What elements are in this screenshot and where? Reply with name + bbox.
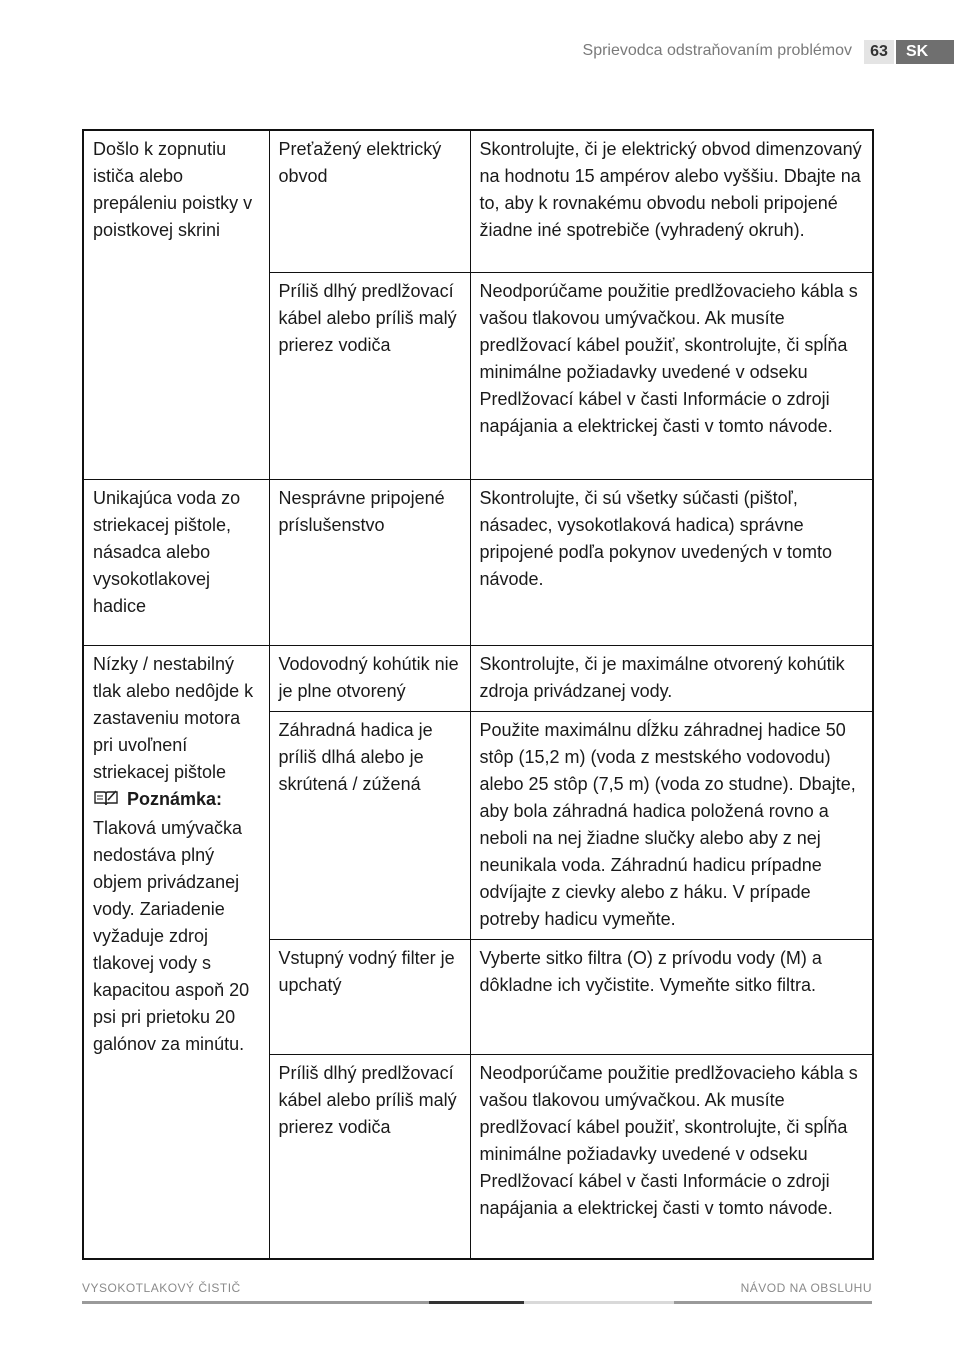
solution-cell: [470, 272, 873, 479]
problem-text: Nízky / nestabilný tlak alebo nedôjde k zastaveniu motora pri uvoľnení striekacej pištole: [93, 653, 254, 782]
footer-bar-segment: [429, 1301, 524, 1304]
cause-cell: [269, 1054, 470, 1259]
cause-text: Záhradná hadica je príliš dlhá alebo je skrútená / zúžená: [278, 719, 433, 794]
problem-cell: [83, 479, 269, 645]
note-book-icon: [93, 788, 119, 815]
problem-text: Došlo k zopnutiu ističa alebo prepáleniu poistky v poistkovej skrini: [93, 139, 253, 240]
troubleshooting-table: [82, 129, 874, 1260]
solution-cell: [470, 711, 873, 939]
table-row: [83, 645, 873, 711]
footer-bar-segment: [82, 1301, 429, 1304]
solution-text: Skontrolujte, či je maximálne otvorený kohútik zdroja privádzanej vody.: [479, 653, 845, 701]
solution-cell: [470, 645, 873, 711]
solution-text: Skontrolujte, či je elektrický obvod dimenzovaný na hodnotu 15 ampérov alebo vyššiu. Dbajte na to, aby k rovnakému obvodu neboli pripojené žiadne iné spotrebiče (vyhradený okruh).: [479, 139, 862, 240]
note-heading: [93, 789, 222, 809]
footer-manual-name: NÁVOD NA OBSLUHU: [740, 1281, 872, 1295]
solution-text: Vyberte sitko filtra (O) z prívodu vody (M) a dôkladne ich vyčistite. Vymeňte sitko filtra.: [479, 947, 822, 995]
header-title: Sprievodca odstraňovaním problémov: [582, 42, 852, 59]
problem-cell: [83, 130, 269, 479]
solution-text: Neodporúčame použitie predlžovacieho kábla s vašou tlakovou umývačkou. Ak musíte predlžovací kábel použiť, skontrolujte, či spĺňa minimálne požiadavky uvedené v odseku Predlžovací kábel v časti Informácie o zdroji napájania a elektrickej časti v tomto návode.: [479, 280, 858, 436]
solution-text: Neodporúčame použitie predlžovacieho kábla s vašou tlakovou umývačkou. Ak musíte predlžovací kábel použiť, skontrolujte, či spĺňa minimálne požiadavky uvedené v odseku Predlžovací kábel v časti Informácie o zdroji napájania a elektrickej časti v tomto návode.: [479, 1062, 858, 1218]
problem-text: Unikajúca voda zo striekacej pištole, násadca alebo vysokotlakovej hadice: [93, 487, 241, 616]
cause-cell: [269, 645, 470, 711]
cause-text: Príliš dlhý predlžovací kábel alebo príliš malý prierez vodiča: [278, 1062, 457, 1137]
note-text: Tlaková umývačka nedostáva plný objem privádzanej vody. Zariadenie vyžaduje zdroj tlakovej vody s kapacitou aspoň 20 psi pri prietoku 20 galónov za minútu.: [93, 817, 250, 1054]
solution-cell: [470, 939, 873, 1054]
cause-cell: [269, 479, 470, 645]
cause-text: Vstupný vodný filter je upchatý: [278, 947, 455, 995]
cause-cell: [269, 711, 470, 939]
cause-text: Nesprávne pripojené príslušenstvo: [278, 487, 445, 535]
note-label: Poznámka:: [127, 788, 223, 809]
solution-cell: [470, 479, 873, 645]
table-row: [83, 130, 873, 272]
solution-cell: [470, 1054, 873, 1259]
cause-text: Príliš dlhý predlžovací kábel alebo príliš malý prierez vodiča: [278, 280, 457, 355]
solution-cell: [470, 130, 873, 272]
page-number: 63: [864, 40, 894, 64]
footer-bar-segment: [674, 1301, 872, 1304]
cause-text: Vodovodný kohútik nie je plne otvorený: [278, 653, 459, 701]
cause-text: Preťažený elektrický obvod: [278, 139, 442, 186]
language-badge: SK: [896, 40, 954, 64]
solution-text: Použite maximálnu dĺžku záhradnej hadice 50 stôp (15,2 m) (voda z mestského vodovodu) alebo 25 stôp (7,5 m) (voda zo studne). Dbajte, aby bola záhradná hadica položená rovno a neboli na nej žiadne slučky alebo aby z nej neunikala voda. Záhradnú hadicu prípadne odvíjajte z cievky alebo z háku. V prípade potreby hadicu vymeňte.: [479, 719, 856, 929]
cause-cell: [269, 939, 470, 1054]
solution-text: Skontrolujte, či sú všetky súčasti (pištoľ, násadec, vysokotlaková hadica) správne pripojené podľa pokynov uvedených v tomto návode.: [479, 487, 832, 589]
table-row: [83, 479, 873, 645]
footer-bar-segment: [524, 1301, 674, 1304]
footer-product-name: VYSOKOTLAKOVÝ ČISTIČ: [82, 1281, 241, 1295]
problem-cell: [83, 645, 269, 1259]
cause-cell: [269, 272, 470, 479]
cause-cell: [269, 130, 470, 272]
